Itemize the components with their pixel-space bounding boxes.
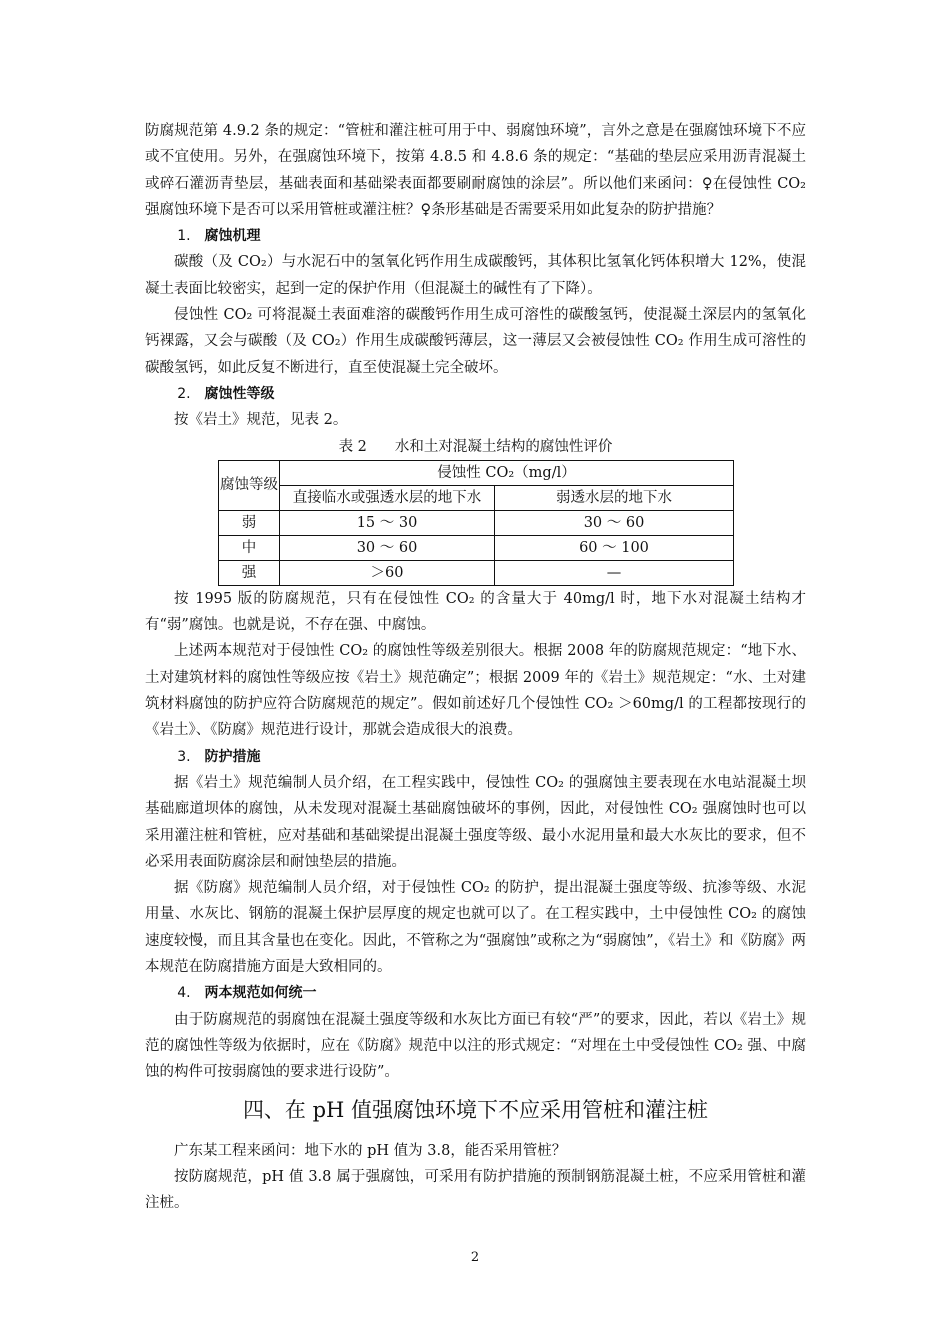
heading-title: 防护措施 xyxy=(204,748,261,765)
paragraph: 广东某工程来函问：地下水的 pH 值为 3.8，能否采用管桩？ xyxy=(174,1142,567,1159)
table-cell: 15 ～ 30 xyxy=(280,510,495,535)
table-cell: 30 ～ 60 xyxy=(495,510,734,535)
corrosion-table xyxy=(218,460,734,586)
paragraph: 上述两本规范对于侵蚀性 CO₂ 的腐蚀性等级差别很大。根据 2008 年的防腐规范规定：“地下水、土对建筑材料的腐蚀性等级应按《岩土》规范确定”；根据 2009 年的《岩土》规范规定：“水、土对建筑材料腐蚀的防护应符合防腐规范的规定”。假如前述好几个侵蚀性 CO₂ ＞60mg/l 的工程都按现行的《岩土》、《防腐》规范进行设计，那就会造成很大的浪费。 xyxy=(145,643,806,739)
heading-title: 腐蚀性等级 xyxy=(204,385,275,402)
table-row xyxy=(219,560,734,585)
table-caption-label: 表 2 xyxy=(338,438,367,455)
paragraph: 据《防腐》规范编制人员介绍，对于侵蚀性 CO₂ 的防护，提出混凝土强度等级、抗渗等级、水泥用量、水灰比、钢筋的混凝土保护层厚度的规定也就可以了。在工程实践中，土中侵蚀性 CO₂ 的腐蚀速度较慢，而且其含量也在变化。因此，不管称之为“强腐蚀”或称之为“弱腐蚀”，《岩土》和《防腐》两本规范在防腐措施方面是大致相同的。 xyxy=(145,880,806,976)
section-heading-4 xyxy=(145,980,806,1006)
table-caption-title: 水和土对混凝土结构的腐蚀性评价 xyxy=(394,438,613,455)
section-heading-2 xyxy=(145,381,806,407)
page-number: 2 xyxy=(470,1250,480,1265)
table-caption xyxy=(145,434,806,460)
heading-number: 4. xyxy=(177,985,191,1002)
paragraph: 按 1995 版的防腐规范，只有在侵蚀性 CO₂ 的含量大于 40mg/l 时，地下水对混凝土结构才有“弱”腐蚀。也就是说，不存在强、中腐蚀。 xyxy=(145,590,806,634)
heading-number: 2. xyxy=(177,385,191,402)
section-heading-3 xyxy=(145,744,806,770)
paragraph: 据《岩土》规范编制人员介绍，在工程实践中，侵蚀性 CO₂ 的强腐蚀主要表现在水电站混凝土坝基础廊道坝体的腐蚀，从未发现对混凝土基础腐蚀破坏的事例，因此，对侵蚀性 CO₂ 强腐蚀时也可以采用灌注桩和管桩，应对基础和基础梁提出混凝土强度等级、最小水泥用量和最大水灰比的要求，但不必采用表面防腐涂层和耐蚀垫层的措施。 xyxy=(145,774,806,870)
paragraph: 按《岩土》规范，见表 2。 xyxy=(174,412,348,429)
table-cell: — xyxy=(495,560,734,585)
table-cell-grade: 弱 xyxy=(219,510,280,535)
heading-title: 腐蚀机理 xyxy=(204,228,261,245)
table-header-grade: 腐蚀等级 xyxy=(219,460,280,510)
paragraph: 碳酸（及 CO₂）与水泥石中的氢氧化钙作用生成碳酸钙，其体积比氢氧化钙体积增大 12%，使混凝土表面比较密实，起到一定的保护作用（但混凝土的碱性有了下降）。 xyxy=(145,254,806,297)
table-cell: 60 ～ 100 xyxy=(495,535,734,560)
chapter-title: 四、在 pH 值强腐蚀环境下不应采用管桩和灌注桩 xyxy=(242,1097,709,1122)
page-content xyxy=(145,118,806,1216)
section-heading-1 xyxy=(145,223,806,249)
table-header-col1: 直接临水或强透水层的地下水 xyxy=(280,485,495,510)
heading-number: 3. xyxy=(177,748,191,765)
table-header-group: 侵蚀性 CO₂（mg/l） xyxy=(280,460,734,485)
paragraph: 按防腐规范，pH 值 3.8 属于强腐蚀，可采用有防护措施的预制钢筋混凝土桩，不应采用管桩和灌注桩。 xyxy=(145,1168,806,1212)
paragraph: 防腐规范第 4.9.2 条的规定：“管桩和灌注桩可用于中、弱腐蚀环境”，言外之意是在强腐蚀环境下不应或不宜使用。另外，在强腐蚀环境下，按第 4.8.5 和 4.8.6 条的规定：“基础的垫层应采用沥青混凝土或碎石灌沥青垫层，基础表面和基础梁表面都要刷耐腐蚀的涂层”。所以他们来函问：♀在侵蚀性 CO₂ 强腐蚀环境下是否可以采用管桩或灌注桩？♀条形基础是否需要采用如此复杂的防护措施？ xyxy=(145,123,806,218)
paragraph: 由于防腐规范的弱腐蚀在混凝土强度等级和水灰比方面已有较“严”的要求，因此，若以《岩土》规范的腐蚀性等级为依据时，应在《防腐》规范中以注的形式规定：“对埋在土中受侵蚀性 CO₂ 强、中腐蚀的构件可按弱腐蚀的要求进行设防”。 xyxy=(145,1011,806,1081)
heading-title: 两本规范如何统一 xyxy=(204,985,317,1002)
table-cell: ＞60 xyxy=(280,560,495,585)
table-cell: 30 ～ 60 xyxy=(280,535,495,560)
table-cell-grade: 中 xyxy=(219,535,280,560)
table-cell-grade: 强 xyxy=(219,560,280,585)
table-row xyxy=(219,510,734,535)
table-row xyxy=(219,535,734,560)
heading-number: 1. xyxy=(177,228,191,245)
paragraph: 侵蚀性 CO₂ 可将混凝土表面难溶的碳酸钙作用生成可溶性的碳酸氢钙，使混凝土深层内的氢氧化钙裸露，又会与碳酸（及 CO₂）作用生成碳酸钙薄层，这一薄层又会被侵蚀性 CO₂ 作用生成可溶性的碳酸氢钙，如此反复不断进行，直至使混凝土完全破坏。 xyxy=(145,307,806,376)
table-header-col2: 弱透水层的地下水 xyxy=(495,485,734,510)
